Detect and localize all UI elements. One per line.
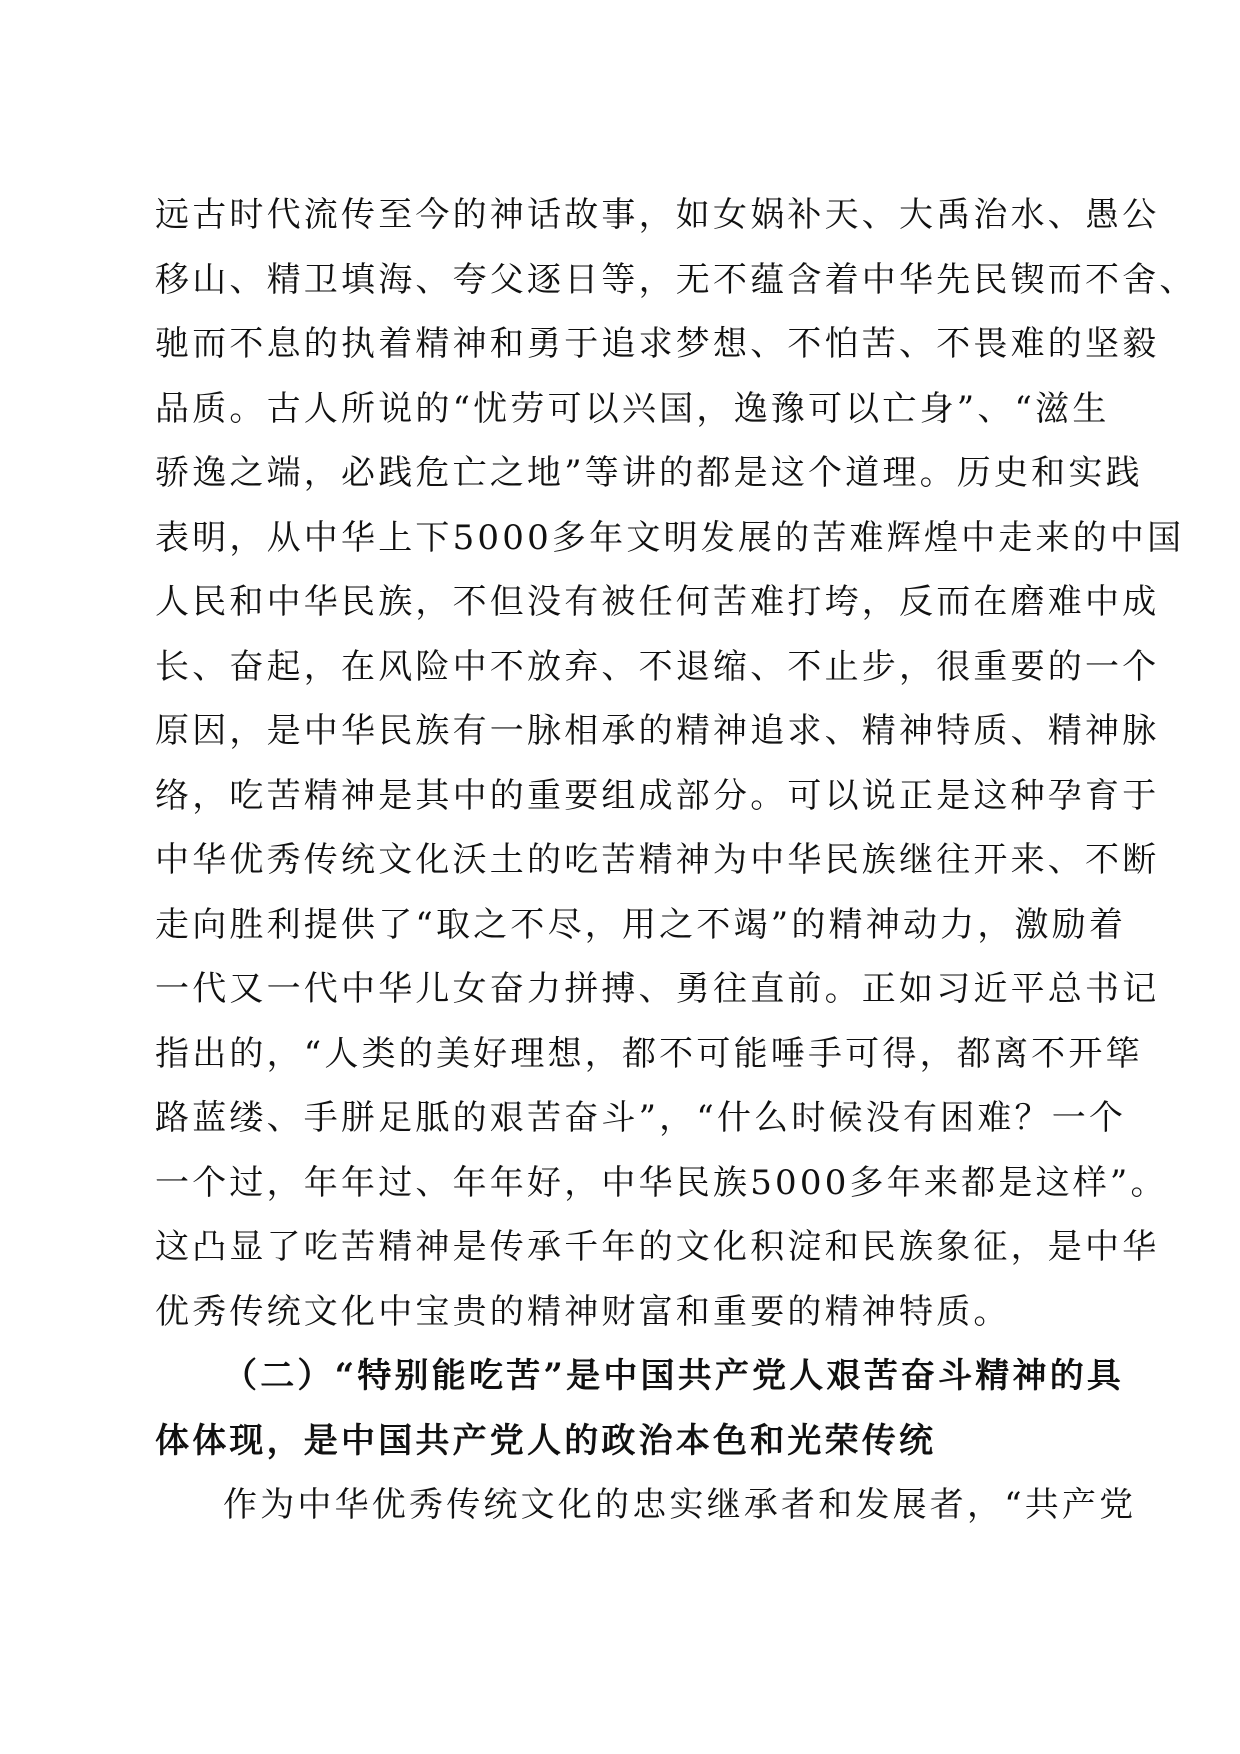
text-line-3: 驰而不息的执着精神和勇于追求梦想、不怕苦、不畏难的坚毅 <box>155 324 1160 364</box>
text-line-8: 长、奋起，在风险中不放弃、不退缩、不止步，很重要的一个 <box>155 646 1160 687</box>
text-line-1: 远古时代流传至今的神话故事，如女娲补天、大禹治水、愚公 <box>155 195 1160 235</box>
text-line-4: 品质。古人所说的“忧劳可以兴国，逸豫可以亡身”、“滋生 <box>155 388 1110 429</box>
text-line-18: 优秀传统文化中宝贵的精神财富和重要的精神特质。 <box>155 1291 1011 1332</box>
text-line-7: 人民和中华民族，不但没有被任何苦难打垮，反而在磨难中成 <box>155 582 1160 622</box>
text-line-12: 走向胜利提供了“取之不尽，用之不竭”的精神动力，激励着 <box>155 904 1127 945</box>
text-line-15: 路蓝缕、手胼足胝的艰苦奋斗”，“什么时候没有困难？一个 <box>155 1098 1127 1138</box>
text-line-16: 一个过，年年过、年年好，中华民族5000多年来都是这样”。 <box>155 1162 1168 1203</box>
section-heading-line-1: （二）“特别能吃苦”是中国共产党人艰苦奋斗精神的具 <box>223 1356 1125 1396</box>
document-body <box>155 183 1197 1538</box>
text-line-11: 中华优秀传统文化沃土的吃苦精神为中华民族继往开来、不断 <box>155 840 1160 880</box>
paragraph-start-line: 作为中华优秀传统文化的忠实继承者和发展者，“共产党 <box>223 1485 1137 1525</box>
text-line-6: 表明，从中华上下5000多年文明发展的苦难辉煌中走来的中国 <box>155 517 1185 558</box>
text-line-17: 这凸显了吃苦精神是传承千年的文化积淀和民族象征，是中华 <box>155 1227 1160 1267</box>
text-line-9: 原因，是中华民族有一脉相承的精神追求、精神特质、精神脉 <box>155 711 1160 751</box>
text-line-5: 骄逸之端，必践危亡之地”等讲的都是这个道理。历史和实践 <box>155 453 1143 493</box>
text-line-14: 指出的，“人类的美好理想，都不可能唾手可得，都离不开筚 <box>155 1033 1143 1074</box>
text-line-10: 络，吃苦精神是其中的重要组成部分。可以说正是这种孕育于 <box>155 775 1160 816</box>
text-line-2: 移山、精卫填海、夸父逐日等，无不蕴含着中华先民锲而不舍、 <box>155 259 1197 300</box>
text-line-13: 一代又一代中华儿女奋力拼搏、勇往直前。正如习近平总书记 <box>155 969 1160 1009</box>
section-heading-line-2: 体体现，是中国共产党人的政治本色和光荣传统 <box>155 1420 937 1461</box>
